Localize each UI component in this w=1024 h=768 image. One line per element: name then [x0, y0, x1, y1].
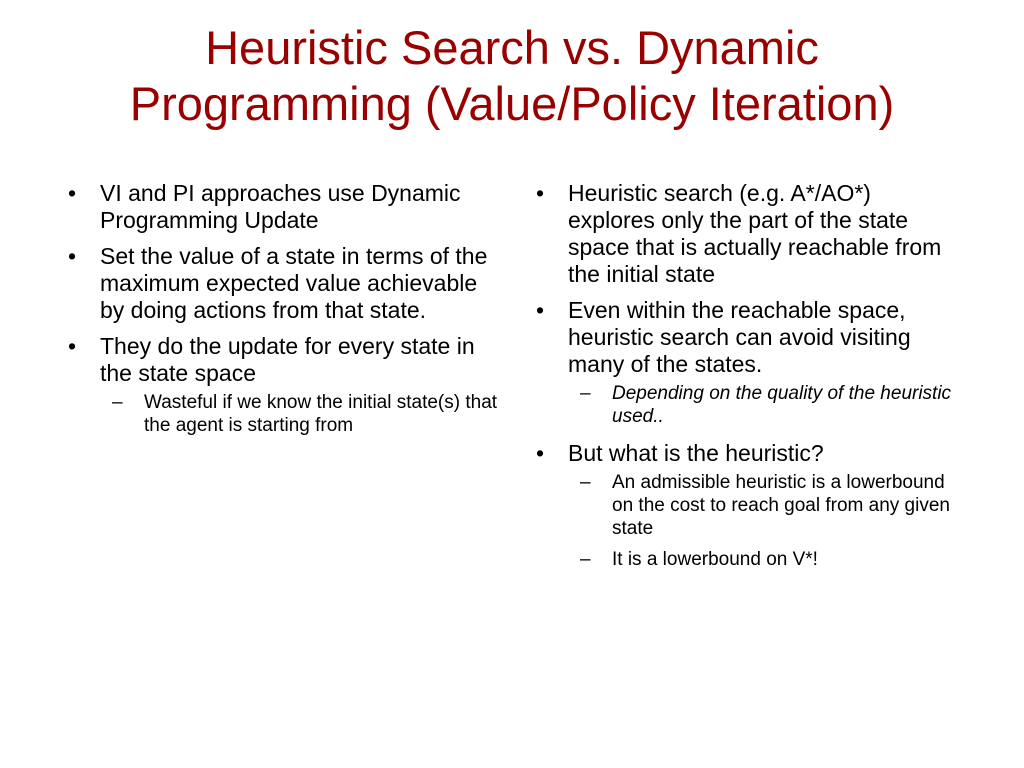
right-bullet-1 [530, 180, 960, 288]
slide-title [0, 20, 1024, 132]
right-bullet-3 [530, 440, 960, 467]
bullet-marker: • [535, 440, 545, 466]
sub-marker: – [580, 549, 591, 570]
slide-title-line-1: Heuristic Search vs. Dynamic [205, 21, 819, 74]
left-sub-1-text: Wasteful if we know the initial state(s) that the agent is starting from [144, 392, 498, 436]
left-bullet-3 [62, 333, 502, 387]
right-column [530, 180, 960, 579]
left-bullet-3-text: They do the update for every state in the state space [100, 333, 475, 386]
left-bullet-2 [62, 243, 502, 324]
right-bullet-3-text: But what is the heuristic? [568, 440, 824, 466]
sub-marker: – [112, 392, 123, 413]
left-column [62, 180, 502, 445]
bullet-marker: • [67, 180, 77, 206]
bullet-marker: • [535, 180, 545, 206]
right-sub-1 [530, 382, 960, 428]
left-bullet-2-text: Set the value of a state in terms of the maximum expected value achievable by doing actions from that state. [100, 243, 488, 323]
left-bullet-1-text: VI and PI approaches use Dynamic Programming Update [100, 180, 461, 233]
bullet-marker: • [67, 333, 77, 359]
left-bullet-1 [62, 180, 502, 234]
right-sub-1-text: Depending on the quality of the heuristic used.. [612, 383, 952, 427]
bullet-marker: • [67, 243, 77, 269]
right-bullet-1-text: Heuristic search (e.g. A*/AO*) explores only the part of the state space that is actually reachable from the initial state [568, 180, 942, 287]
slide-title-line-2: Programming (Value/Policy Iteration) [129, 77, 895, 130]
right-sub-3 [530, 548, 960, 571]
left-sub-1 [62, 391, 502, 437]
sub-marker: – [580, 383, 591, 404]
right-sub-3-text: It is a lowerbound on V*! [612, 549, 818, 570]
right-sub-2 [530, 471, 960, 540]
sub-marker: – [580, 472, 591, 493]
bullet-marker: • [535, 297, 545, 323]
right-bullet-2-text: Even within the reachable space, heuristic search can avoid visiting many of the states. [568, 297, 911, 377]
right-bullet-2 [530, 297, 960, 378]
right-sub-2-text: An admissible heuristic is a lowerbound on the cost to reach goal from any given state [612, 472, 950, 539]
